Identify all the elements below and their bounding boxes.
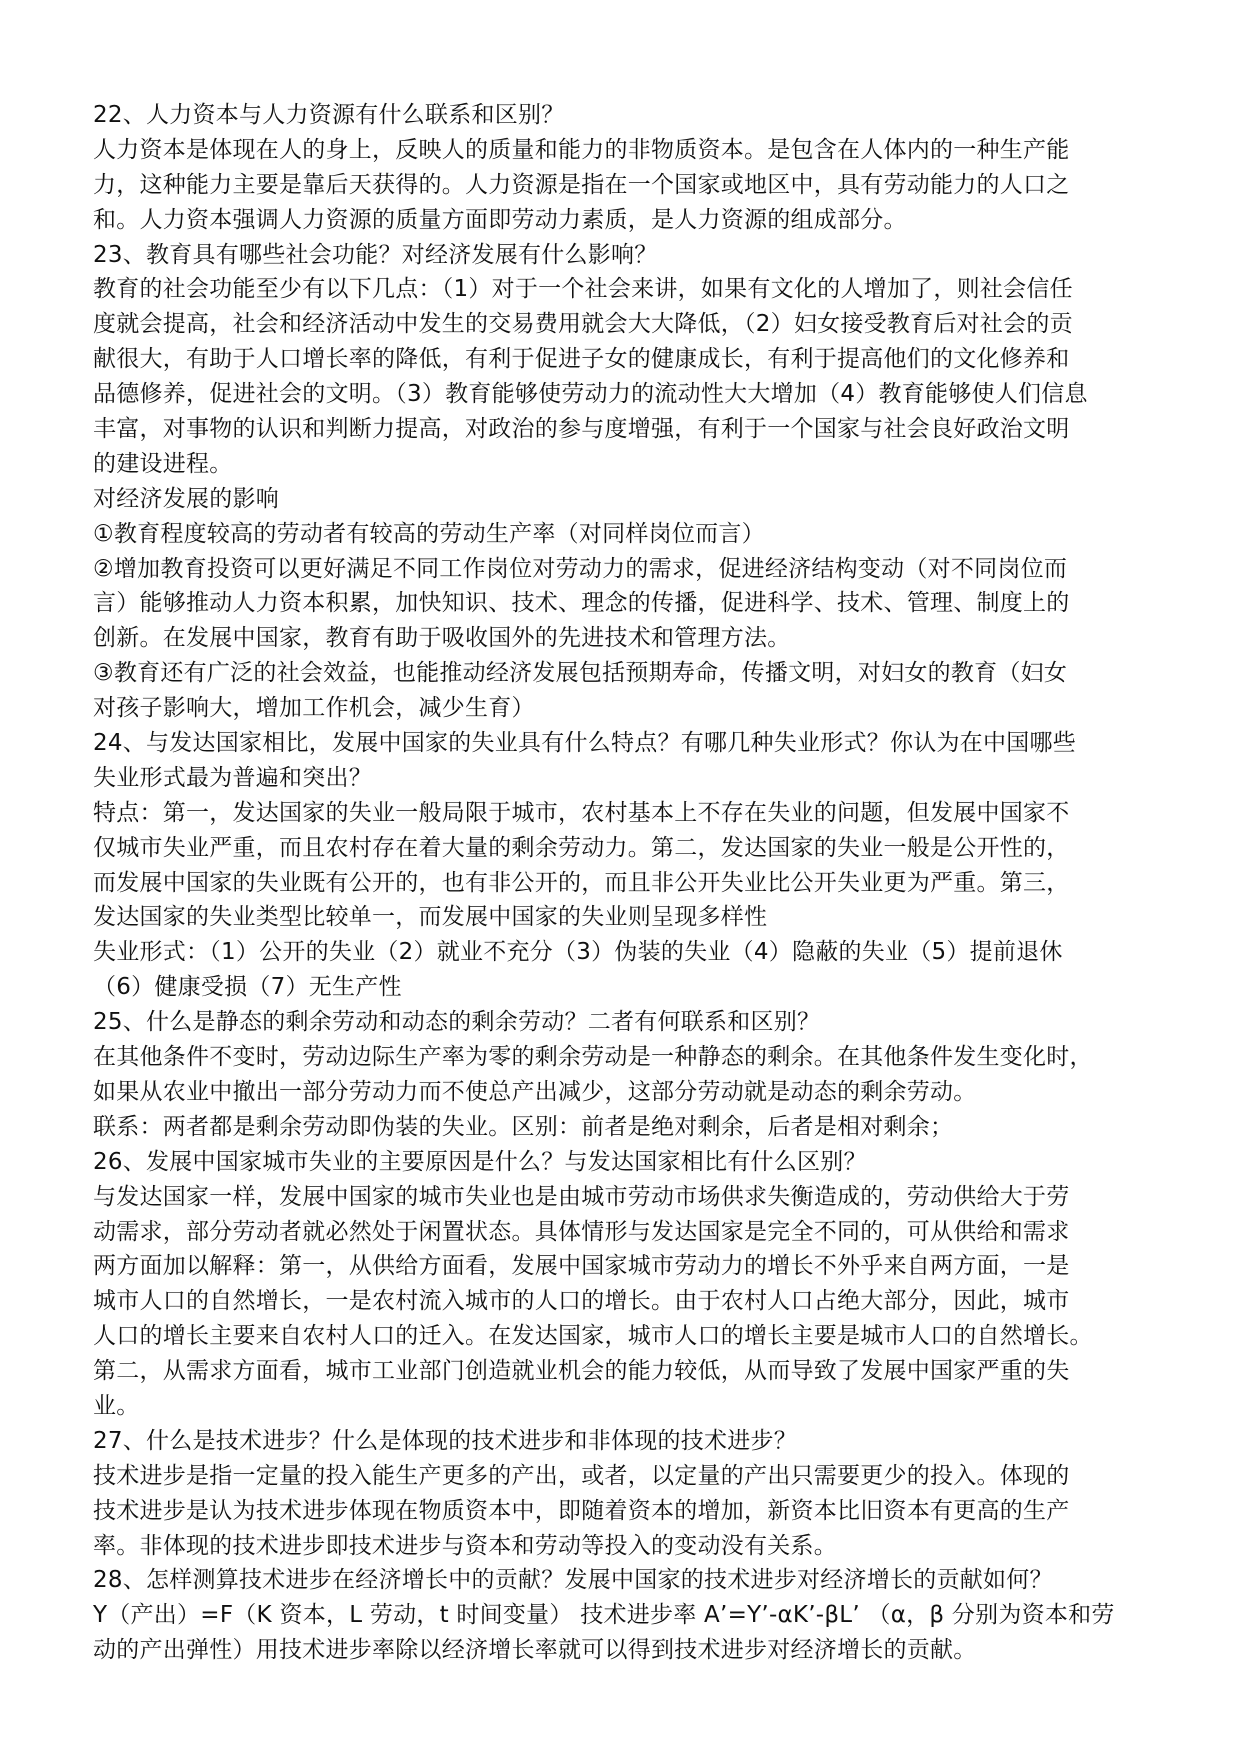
answer-22-line-1: 人力资本是体现在人的身上，反映人的质量和能力的非物质资本。是包含在人体内的一种生产能	[93, 136, 1070, 163]
answer-23-line-3: 献很大，有助于人口增长率的降低，有利于促进子女的健康成长，有利于提高他们的文化修养和	[93, 346, 1070, 373]
answer-26-line-7: 业。	[93, 1392, 140, 1419]
answer-23-point-2-line-1: ②增加教育投资可以更好满足不同工作岗位对劳动力的需求，促进经济结构变动（对不同岗位而	[93, 555, 1068, 582]
question-23-title: 23、教育具有哪些社会功能？对经济发展有什么影响？	[93, 241, 658, 268]
answer-25-line-1: 在其他条件不变时，劳动边际生产率为零的剩余劳动是一种静态的剩余。在其他条件发生变化时，	[93, 1044, 1093, 1071]
answer-23-line-2: 度就会提高，社会和经济活动中发生的交易费用就会大大降低，（2）妇女接受教育后对社会的贡	[93, 311, 1073, 338]
answer-23-line-1: 教育的社会功能至少有以下几点：（1）对于一个社会来讲，如果有文化的人增加了，则社会信任	[93, 276, 1073, 303]
question-24-title-line-1: 24、与发达国家相比，发展中国家的失业具有什么特点？有哪几种失业形式？你认为在中国哪些	[93, 730, 1077, 757]
answer-24-line-1: 特点：第一，发达国家的失业一般局限于城市，农村基本上不存在失业的问题，但发展中国家不	[93, 799, 1070, 826]
question-26-title: 26、发展中国家城市失业的主要原因是什么？与发达国家相比有什么区别？	[93, 1148, 867, 1175]
answer-22-line-3: 和。人力资本强调人力资源的质量方面即劳动力素质，是人力资源的组成部分。	[93, 206, 907, 233]
answer-27-line-1: 技术进步是指一定量的投入能生产更多的产出，或者，以定量的产出只需要更少的投入。体现的	[93, 1462, 1070, 1489]
answer-23-point-3-line-1: ③教育还有广泛的社会效益，也能推动经济发展包括预期寿命，传播文明，对妇女的教育（妇女	[93, 660, 1068, 687]
answer-25-line-3: 联系：两者都是剩余劳动即伪装的失业。区别：前者是绝对剩余，后者是相对剩余；	[93, 1113, 954, 1140]
answer-26-line-2: 动需求，部分劳动者就必然处于闲置状态。具体情形与发达国家是完全不同的，可从供给和需求	[93, 1218, 1070, 1245]
answer-23-point-3-line-2: 对孩子影响大，增加工作机会，减少生育）	[93, 695, 535, 722]
document-page	[93, 98, 1173, 1668]
answer-23-subheading: 对经济发展的影响	[93, 485, 279, 512]
answer-23-point-2-line-3: 创新。在发展中国家，教育有助于吸收国外的先进技术和管理方法。	[93, 625, 791, 652]
answer-23-line-5: 丰富，对事物的认识和判断力提高，对政治的参与度增强，有利于一个国家与社会良好政治文明	[93, 416, 1070, 443]
question-22-title: 22、人力资本与人力资源有什么联系和区别？	[93, 102, 565, 128]
answer-26-line-6: 第二，从需求方面看，城市工业部门创造就业机会的能力较低，从而导致了发展中国家严重的失	[93, 1358, 1070, 1385]
answer-26-line-4: 城市人口的自然增长，一是农村流入城市的人口的增长。由于农村人口占绝大部分，因此，城市	[93, 1288, 1070, 1315]
answer-24-line-6: （6）健康受损（7）无生产性	[93, 974, 402, 1001]
question-28-title: 28、怎样测算技术进步在经济增长中的贡献？发展中国家的技术进步对经济增长的贡献如何？	[93, 1567, 1053, 1594]
answer-26-line-5: 人口的增长主要来自农村人口的迁入。在发达国家，城市人口的增长主要是城市人口的自然增长。	[93, 1323, 1093, 1350]
answer-24-line-3: 而发展中国家的失业既有公开的，也有非公开的，而且非公开失业比公开失业更为严重。第三，	[93, 869, 1070, 896]
question-25-title: 25、什么是静态的剩余劳动和动态的剩余劳动？二者有何联系和区别？	[93, 1009, 821, 1036]
answer-27-line-2: 技术进步是认为技术进步体现在物质资本中，即随着资本的增加，新资本比旧资本有更高的生产	[93, 1497, 1070, 1524]
answer-26-line-1: 与发达国家一样，发展中国家的城市失业也是由城市劳动市场供求失衡造成的，劳动供给大于劳	[93, 1183, 1070, 1210]
answer-26-line-3: 两方面加以解释：第一，从供给方面看，发展中国家城市劳动力的增长不外乎来自两方面，一是	[93, 1253, 1070, 1280]
answer-23-line-6: 的建设进程。	[93, 450, 233, 477]
answer-23-point-2-line-2: 言）能够推动人力资本积累，加快知识、技术、理念的传播，促进科学、技术、管理、制度上的	[93, 590, 1070, 617]
question-27-title: 27、什么是技术进步？什么是体现的技术进步和非体现的技术进步？	[93, 1427, 798, 1454]
answer-23-line-4: 品德修养，促进社会的文明。（3）教育能够使劳动力的流动性大大增加（4）教育能够使人们信息	[93, 381, 1088, 408]
answer-24-line-5: 失业形式：（1）公开的失业（2）就业不充分（3）伪装的失业（4）隐蔽的失业（5）提前退休	[93, 939, 1063, 966]
answer-28-line-2: 动的产出弹性）用技术进步率除以经济增长率就可以得到技术进步对经济增长的贡献。	[93, 1637, 977, 1664]
answer-23-point-1: ①教育程度较高的劳动者有较高的劳动生产率（对同样岗位而言）	[93, 520, 765, 547]
answer-27-line-3: 率。非体现的技术进步即技术进步与资本和劳动等投入的变动没有关系。	[93, 1532, 837, 1559]
question-24-title-line-2: 失业形式最为普遍和突出？	[93, 764, 372, 791]
answer-22-line-2: 力，这种能力主要是靠后天获得的。人力资源是指在一个国家或地区中，具有劳动能力的人口之	[93, 171, 1070, 198]
answer-24-line-2: 仅城市失业严重，而且农村存在着大量的剩余劳动力。第二，发达国家的失业一般是公开性的，	[93, 834, 1070, 861]
answer-25-line-2: 如果从农业中撤出一部分劳动力而不使总产出减少，这部分劳动就是动态的剩余劳动。	[93, 1078, 977, 1105]
answer-28-formula-line: Y（产出）=F（K 资本，L 劳动，t 时间变量） 技术进步率 A’=Y’-αK’-βL’ （α，β 分别为资本和劳	[93, 1602, 1115, 1629]
answer-24-line-4: 发达国家的失业类型比较单一，而发展中国家的失业则呈现多样性	[93, 904, 768, 931]
